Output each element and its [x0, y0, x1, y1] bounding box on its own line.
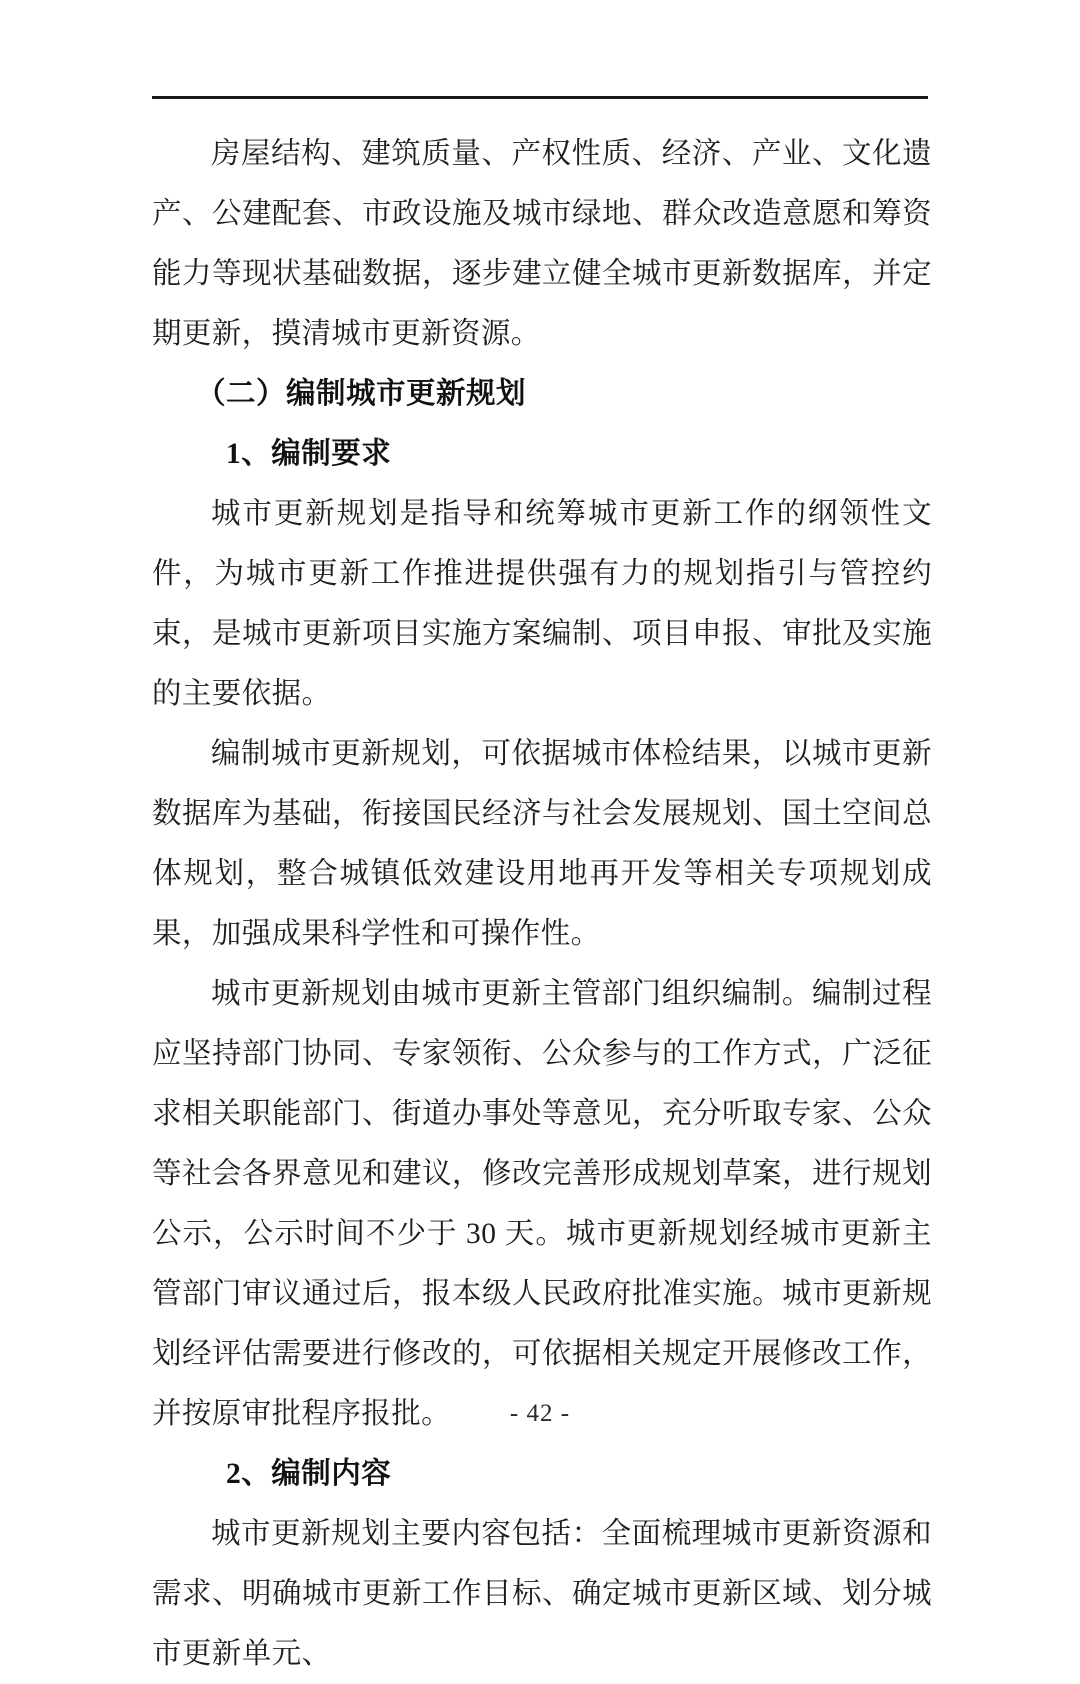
paragraph-requirements-1: 城市更新规划是指导和统筹城市更新工作的纲领性文件，为城市更新工作推进提供强有力的规划指引与管控约束，是城市更新项目实施方案编制、项目申报、审批及实施的主要依据。	[152, 498, 932, 710]
subsection-heading-1: 1、编制要求	[226, 438, 392, 470]
section-heading-2: （二）编制城市更新规划	[196, 378, 527, 410]
page-number: - 42 -	[509, 1400, 571, 1427]
subsection-heading-2: 2、编制内容	[226, 1458, 392, 1490]
paragraph-requirements-2: 编制城市更新规划，可依据城市体检结果，以城市更新数据库为基础，衔接国民经济与社会发展规划、国土空间总体规划，整合城镇低效建设用地再开发等相关专项规划成果，加强成果科学性和可操作性。	[152, 738, 932, 950]
document-body	[152, 124, 932, 1684]
paragraph-continued: 房屋结构、建筑质量、产权性质、经济、产业、文化遗产、公建配套、市政设施及城市绿地、群众改造意愿和筹资能力等现状基础数据，逐步建立健全城市更新数据库，并定期更新，摸清城市更新资源。	[152, 138, 932, 350]
paragraph-content-1: 城市更新规划主要内容包括：全面梳理城市更新资源和需求、明确城市更新工作目标、确定城市更新区域、划分城市更新单元、	[152, 1518, 932, 1670]
paragraph-requirements-3: 城市更新规划由城市更新主管部门组织编制。编制过程应坚持部门协同、专家领衔、公众参与的工作方式，广泛征求相关职能部门、街道办事处等意见，充分听取专家、公众等社会各界意见和建议，修改完善形成规划草案，进行规划公示，公示时间不少于 30 天。城市更新规划经城市更新主管部门审议通过后，报本级人民政府批准实施。城市更新规划经评估需要进行修改的，可依据相关规定开展修改工作，并按原审批程序报批。	[152, 978, 932, 1430]
header-divider	[152, 96, 928, 99]
